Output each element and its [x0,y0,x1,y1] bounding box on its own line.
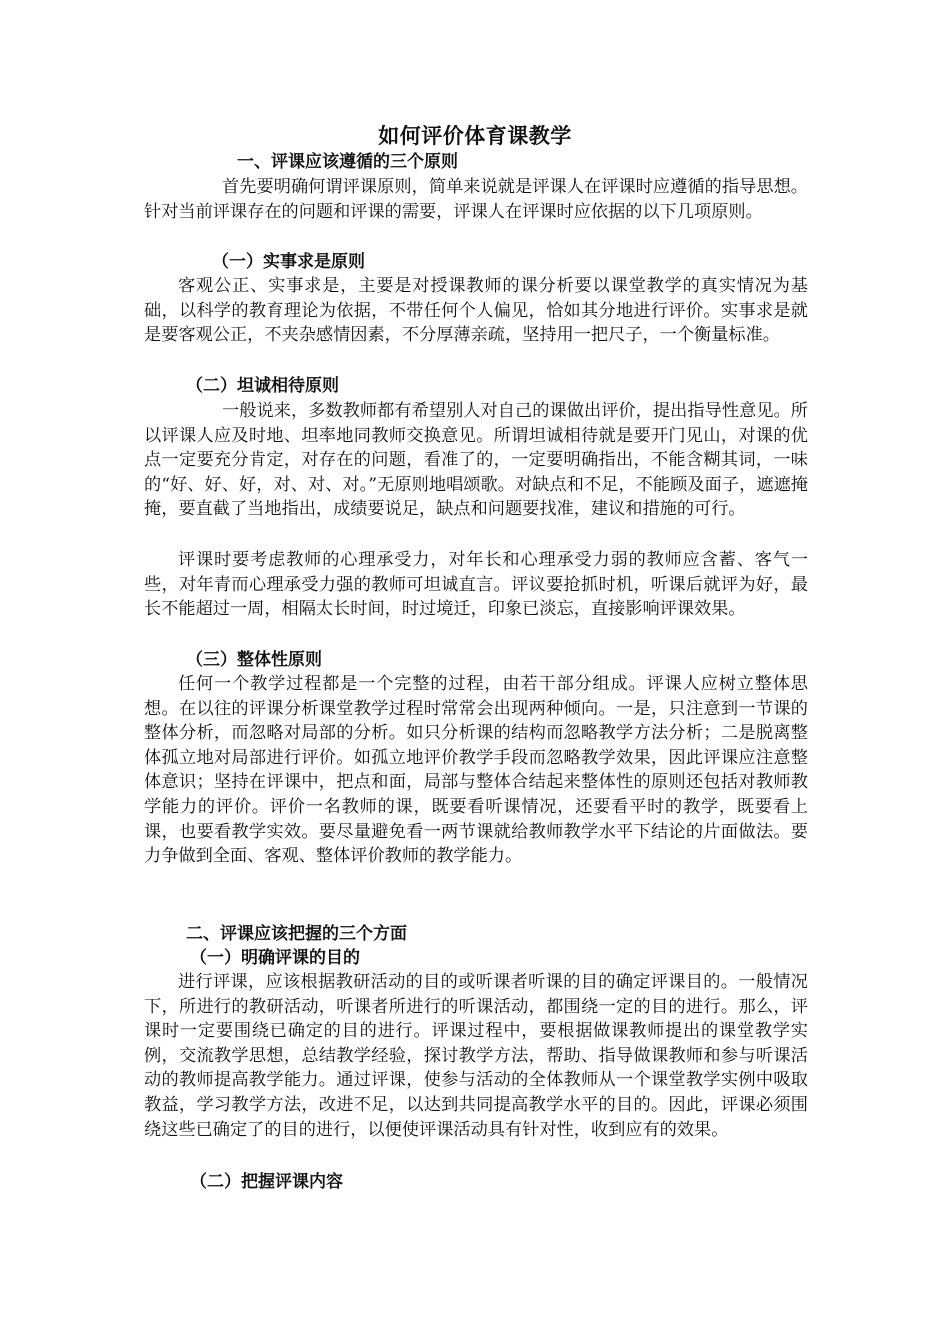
subsection-2-1-paragraph: 进行评课，应该根据教研活动的目的或听课者听课的目的确定评课目的。一般情况下，所进行的教研活动，听课者所进行的听课活动，都围绕一定的目的进行。那么，评课时一定要围绕已确定的目的进行。评课过程中，要根据做课教师提出的课堂教学实例，交流教学思想，总结教学经验，探讨教学方法，帮助、指导做课教师和参与听课活动的教师提高教学能力。通过评课，使参与活动的全体教师从一个课堂教学实例中吸取教益，学习教学方法，改进不足，以达到共同提高教学水平的目的。因此，评课必须围绕这些已确定了的目的进行，以便使评课活动具有针对性，收到应有的效果。 [144,972,808,1140]
subsection-1-3-paragraph: 任何一个教学过程都是一个完整的过程，由若干部分组成。评课人应树立整体思想。在以往的评课分析课堂教学过程时常常会出现两种倾向。一是，只注意到一节课的整体分析，而忽略对局部的分析。如只分析课的结构而忽略教学方法分析；二是脱离整体孤立地对局部进行评价。如孤立地评价教学手段而忽略教学效果，因此评课应注意整体意识；坚持在评课中，把点和面，局部与整体合结起来整体性的原则还包括对教师教学能力的评价。评价一名教师的课，既要看听课情况，还要看平时的教学，既要看上课，也要看教学实效。要尽量避免看一两节课就给教师教学水平下结论的片面做法。要力争做到全面、客观、整体评价教师的教学能力。 [144,674,808,867]
subsection-1-2-paragraph-2: 评课时要考虑教师的心理承受力，对年长和心理承受力弱的教师应含蓄、客气一些，对年青而心理承受力强的教师可坦诚直言。评议要抢抓时机，听课后就评为好，最长不能超过一周，相隔太长时间，时过境迁，印象已淡忘，直接影响评课效果。 [144,550,808,620]
section-2-heading: 二、评课应该把握的三个方面 [186,924,407,944]
subsection-1-1-heading: （一）实事求是原则 [212,252,365,272]
section-1-heading: 一、评课应该遵循的三个原则 [237,152,458,172]
subsection-1-2-heading: （二）坦诚相待原则 [186,376,339,396]
subsection-2-2-heading: （二）把握评课内容 [190,1172,343,1192]
subsection-2-1-heading: （一）明确评课的目的 [190,948,360,968]
document-title: 如何评价体育课教学 [378,123,572,148]
section-1-intro-paragraph: 首先要明确何谓评课原则，简单来说就是评课人在评课时应遵循的指导思想。针对当前评课存在的问题和评课的需要，评课人在评课时应依据的以下几项原则。 [144,177,808,222]
subsection-1-3-heading: （三）整体性原则 [186,650,322,670]
subsection-1-1-paragraph: 客观公正、实事求是，主要是对授课教师的课分析要以课堂教学的真实情况为基础，以科学的教育理论为依据，不带任何个人偏见，恰如其分地进行评价。实事求是就是要客观公正，不夹杂感情因素，不分厚薄亲疏，坚持用一把尺子，一个衡量标准。 [144,276,808,346]
subsection-1-2-paragraph-1: 一般说来，多数教师都有希望别人对自己的课做出评价，提出指导性意见。所以评课人应及时地、坦率地同教师交换意见。所谓坦诚相待就是要开门见山，对课的优点一定要充分肯定，对存在的问题，看准了的，一定要明确指出，不能含糊其词，一味的“好、好、好，对、对、对。”无原则地唱颂歌。对缺点和不足，不能顾及面子，遮遮掩掩，要直截了当地指出，成绩要说足，缺点和问题要找准，建议和措施的可行。 [144,401,808,520]
